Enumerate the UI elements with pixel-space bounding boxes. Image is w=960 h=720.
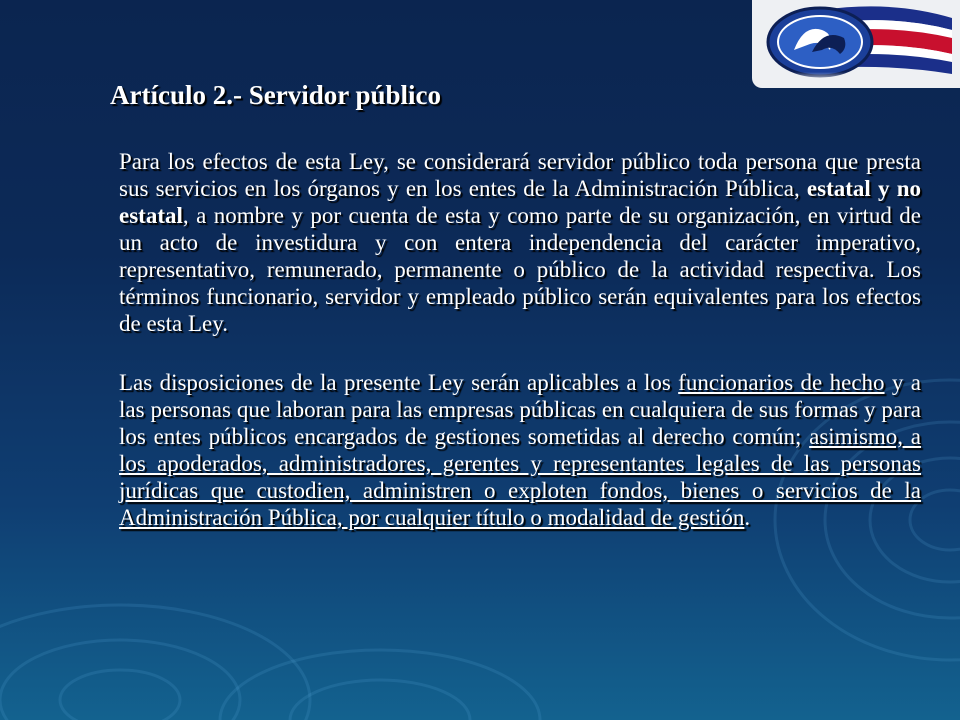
article-title: Artículo 2.- Servidor público — [110, 80, 442, 110]
paragraph2-text-2: y a las personas que laboran para las empresas públicas en cualquiera de sus formas y para los entes públicos encargados de gestiones sometidas al derecho común; — [119, 370, 921, 449]
paragraph2-underlined-text-1: funcionarios de hecho — [678, 370, 885, 395]
paragraph1-bold-text: estatal y no estatal — [119, 176, 921, 228]
paragraph2-text-3: . — [744, 505, 751, 530]
paragraph-applicability — [106, 369, 921, 531]
paragraph2-underlined-text-2: asimismo, a los apoderados, administradores, gerentes y representantes legales de las personas jurídicas que custodien, administren o exploten fondos, bienes o servicios de la Administración Pública, por cualquier título o modalidad de gestión — [119, 424, 921, 530]
slide-content — [106, 78, 921, 531]
costa-rica-emblem-logo — [752, 0, 960, 88]
paragraph1-text-1: Para los efectos de esta Ley, se considerará servidor público toda persona que presta sus servicios en los órganos y en los entes de la Administración Pública, — [119, 149, 921, 201]
flag-emblem-icon — [752, 0, 960, 88]
paragraph-public-servant-definition — [106, 148, 921, 337]
paragraph2-text-1: Las disposiciones de la presente Ley serán aplicables a los — [119, 370, 679, 395]
paragraph1-text-2: , a nombre y por cuenta de esta y como parte de su organización, en virtud de un acto de investidura y con entera independencia del carácter imperativo, representativo, remunerado, permanente o público de la actividad respectiva. Los términos funcionario, servidor y empleado público serán equivalentes para los efectos de esta Ley. — [119, 203, 921, 336]
